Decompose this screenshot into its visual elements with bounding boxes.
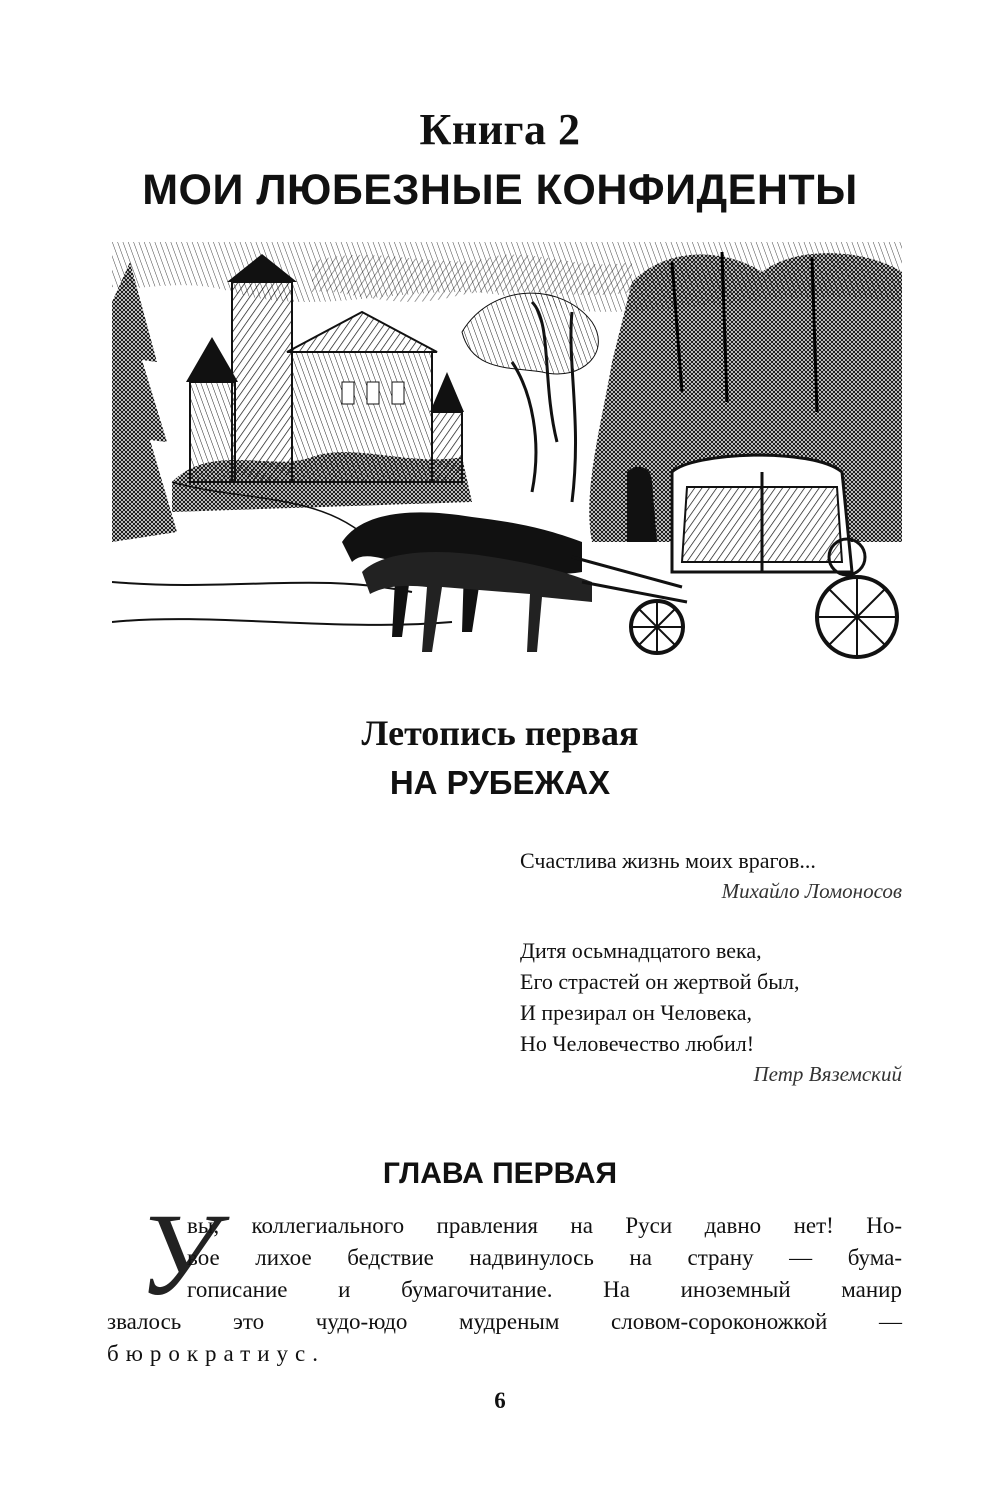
chapter-body	[107, 1210, 902, 1370]
drop-cap: У	[138, 1189, 218, 1320]
epigraph-line: Его страстей он жертвой был,	[520, 969, 800, 994]
epigraph-line: И презирал он Человека,	[520, 1000, 753, 1025]
chronicle-label: Летопись первая	[361, 713, 639, 753]
castle-carriage-engraving-icon	[112, 242, 902, 662]
body-line: вое лихое бедствие надвинулось на страну — бума-	[187, 1245, 902, 1270]
chronicle-heading	[0, 708, 1000, 808]
chronicle-title: НА РУБЕЖАХ	[389, 764, 611, 801]
body-line: гописание и бумагочитание. На иноземный манир	[187, 1277, 902, 1302]
epigraph-line: Дитя осьмнадцатого века,	[520, 938, 762, 963]
page-number: 6	[494, 1388, 506, 1413]
book-label: Книга 2	[419, 105, 581, 154]
epigraph-author: Михайло Ломоносов	[721, 879, 902, 903]
book-title: МОИ ЛЮБЕЗНЫЕ КОНФИДЕНТЫ	[142, 166, 858, 214]
chapter-title: ГЛАВА ПЕРВАЯ	[382, 1157, 618, 1190]
epigraph-author: Петр Вяземский	[753, 1062, 902, 1086]
epigraph-line: Счастлива жизнь моих врагов...	[520, 848, 816, 873]
book-heading	[0, 100, 1000, 220]
body-line: вы, коллегиального правления на Руси давно нет! Но-	[187, 1213, 902, 1238]
body-line: звалось это чудо-юдо мудреным словом-сороконожкой —	[107, 1309, 902, 1334]
epigraph-lomonosov	[520, 845, 902, 907]
epigraph-vyazemsky	[520, 935, 902, 1090]
body-line: бюрократиус.	[107, 1341, 325, 1366]
epigraph-line: Но Человечество любил!	[520, 1031, 755, 1056]
